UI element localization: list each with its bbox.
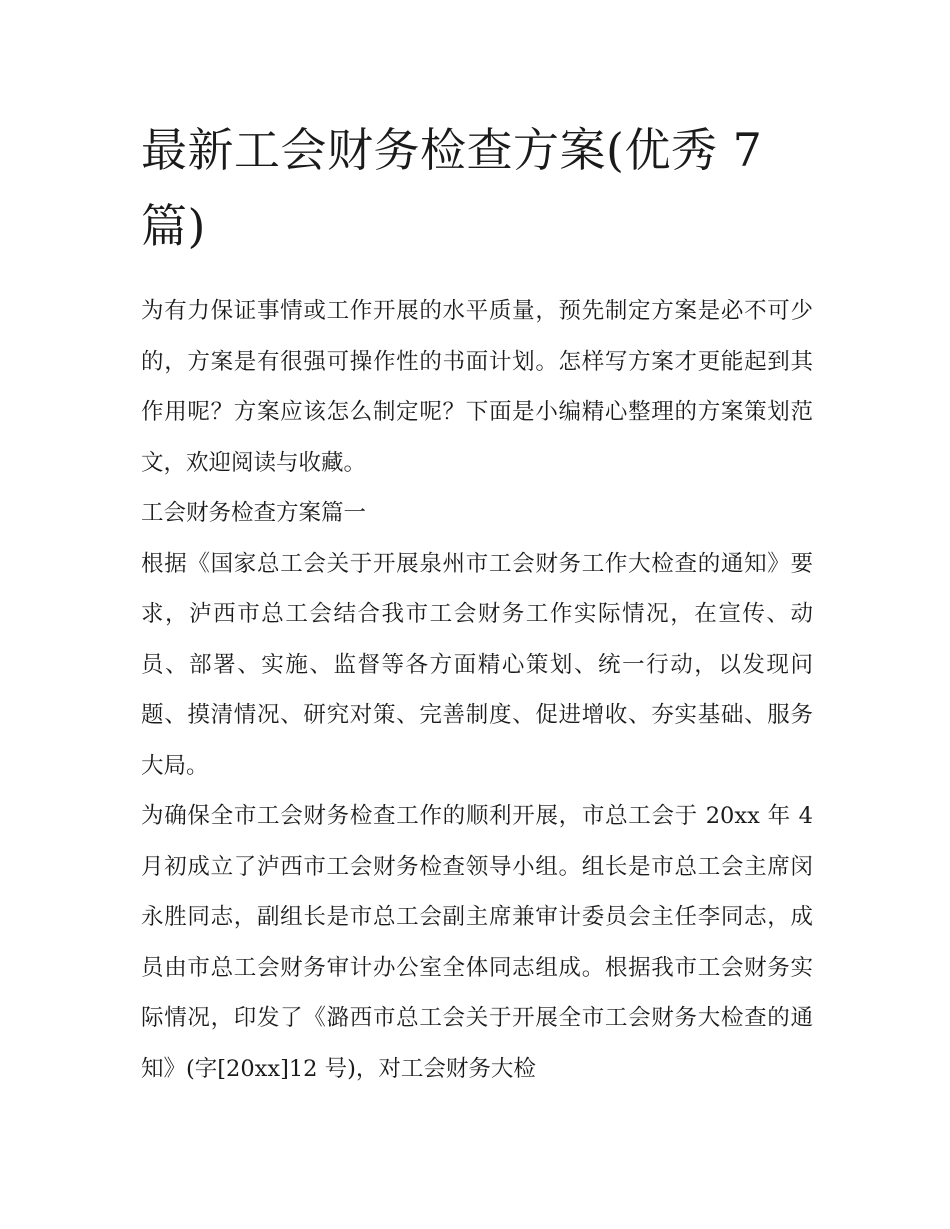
- body-paragraph-1: 根据《国家总工会关于开展泉州市工会财务工作大检查的通知》要求，泸西市总工会结合我市工会财务工作实际情况，在宣传、动员、部署、实施、监督等各方面精心策划、统一行动，以发现问题、摸清情况、研究对策、完善制度、促进增收、夯实基础、服务大局。: [141, 550, 813, 779]
- document-page: [141, 112, 813, 1094]
- document-title: 最新工会财务检查方案(优秀 7 篇): [141, 123, 763, 253]
- section-heading: 工会财务检查方案篇一: [141, 500, 367, 526]
- intro-paragraph: 为有力保证事情或工作开展的水平质量，预先制定方案是必不可少的，方案是有很强可操作性的书面计划。怎样写方案才更能起到其作用呢？方案应该怎么制定呢？下面是小编精心整理的方案策划范文，欢迎阅读与收藏。: [141, 298, 813, 476]
- body-paragraph-2: 为确保全市工会财务检查工作的顺利开展，市总工会于 20xx 年 4 月初成立了泸西市工会财务检查领导小组。组长是市总工会主席闵永胜同志，副组长是市总工会副主席兼审计委员会主任李同志，成员由市总工会财务审计办公室全体同志组成。根据我市工会财务实际情况，印发了《潞西市总工会关于开展全市工会财务大检查的通知》(字[20xx]12 号)，对工会财务大检: [141, 803, 813, 1082]
